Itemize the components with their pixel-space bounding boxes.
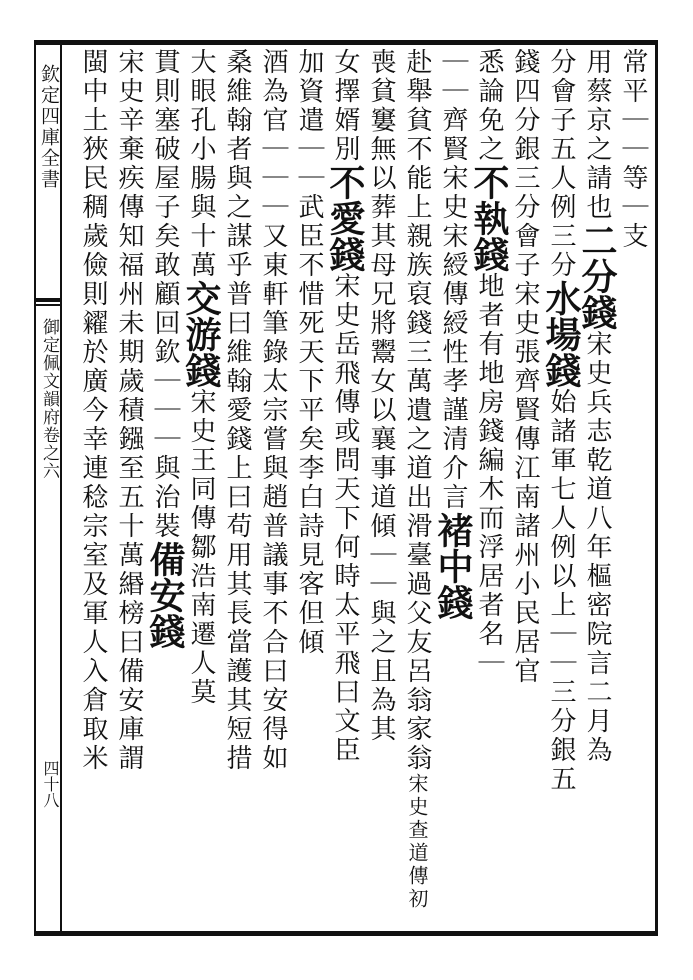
volume-title: 御定佩文韻府卷之六 xyxy=(39,318,59,480)
text-column xyxy=(432,48,474,928)
column-text: ｜｜武臣不惜死天下平矣李白詩見客但傾 xyxy=(294,135,324,657)
margin-divider xyxy=(34,298,62,302)
text-column xyxy=(294,48,330,928)
text-column xyxy=(540,48,582,928)
column-text: 地者有地房錢編木而浮居者名｜ xyxy=(474,272,504,678)
text-column xyxy=(324,48,366,928)
column-text: 宋史兵志乾道八年樞密院言二月為 xyxy=(582,330,612,765)
text-column xyxy=(510,48,546,928)
headword: 交游錢 xyxy=(180,280,222,388)
column-text: 女擇婿 xyxy=(330,48,360,135)
headword: 褚中錢 xyxy=(432,512,474,620)
text-column xyxy=(402,48,438,928)
text-column xyxy=(618,48,654,928)
headword: 不執錢 xyxy=(468,164,510,272)
column-text: 赴舉貧不能上親族裒錢三萬遺之道出滑臺過父友呂翁家翁 xyxy=(402,48,432,773)
text-column xyxy=(114,48,150,928)
column-text: 喪貧窶無以葬其母兄將鬻女以襄事道傾｜｜與之且為其 xyxy=(366,48,396,744)
column-text: 敢顧回欽｜｜｜與治裝 xyxy=(150,251,180,541)
text-column xyxy=(366,48,402,928)
text-column xyxy=(144,48,186,928)
column-text: 酒為官｜｜｜又東軒筆錄太宗嘗與趙普議事不合曰安得如 xyxy=(258,48,288,773)
column-text: 貫則塞破屋子矣 xyxy=(150,48,180,251)
text-column xyxy=(180,48,222,928)
column-text: 閩中土狹民稠歲儉則糴於廣今幸連稔宗室及軍人入倉取米 xyxy=(78,48,108,773)
text-column xyxy=(78,48,114,928)
column-text: 宋史宋綬傳綬性孝謹清介言 xyxy=(438,164,468,512)
margin-divider-thin xyxy=(34,304,62,306)
column-text: 常平｜｜等｜支 xyxy=(618,48,648,251)
text-column xyxy=(576,48,618,928)
column-text: 加資遣 xyxy=(294,48,324,135)
book-title: 欽定四庫全書 xyxy=(38,64,60,190)
headword: 水場錢 xyxy=(540,280,582,388)
column-text: 錢四分銀三分會子 xyxy=(510,48,540,280)
text-column xyxy=(468,48,510,928)
column-text: 用蔡京之請也 xyxy=(582,48,612,222)
column-text: 別 xyxy=(330,135,360,164)
text-column xyxy=(222,48,258,928)
headword: 不愛錢 xyxy=(324,164,366,272)
citation-note: 宋史查道傳初 xyxy=(405,773,429,911)
column-text: 分會子五人例三分 xyxy=(546,48,576,280)
column-text: 宋史王同傳鄒浩南遷人莫 xyxy=(186,388,216,707)
column-text: 宋史岳飛傳或問天下何時太平飛曰文臣 xyxy=(330,272,360,765)
column-text: 桑維翰者與之謀乎普曰維翰愛錢上曰苟用其長當護其短措 xyxy=(222,48,252,773)
text-column xyxy=(258,48,294,928)
page-number: 四十八 xyxy=(41,760,60,808)
headword: 備安錢 xyxy=(144,541,186,649)
column-text: 宋史張齊賢傳江南諸州小民居官 xyxy=(510,280,540,686)
column-text: 宋史辛棄疾傳知福州未期歲積鏹至五十萬緡榜曰備安庫謂 xyxy=(114,48,144,773)
column-text: 始諸軍七人例以上｜｜三分銀五 xyxy=(546,388,576,794)
column-text: ｜｜齊賢 xyxy=(438,48,468,164)
headword: 二分錢 xyxy=(576,222,618,330)
column-text: 悉論免之 xyxy=(474,48,504,164)
column-text: 大眼孔小腸與十萬 xyxy=(186,48,216,280)
